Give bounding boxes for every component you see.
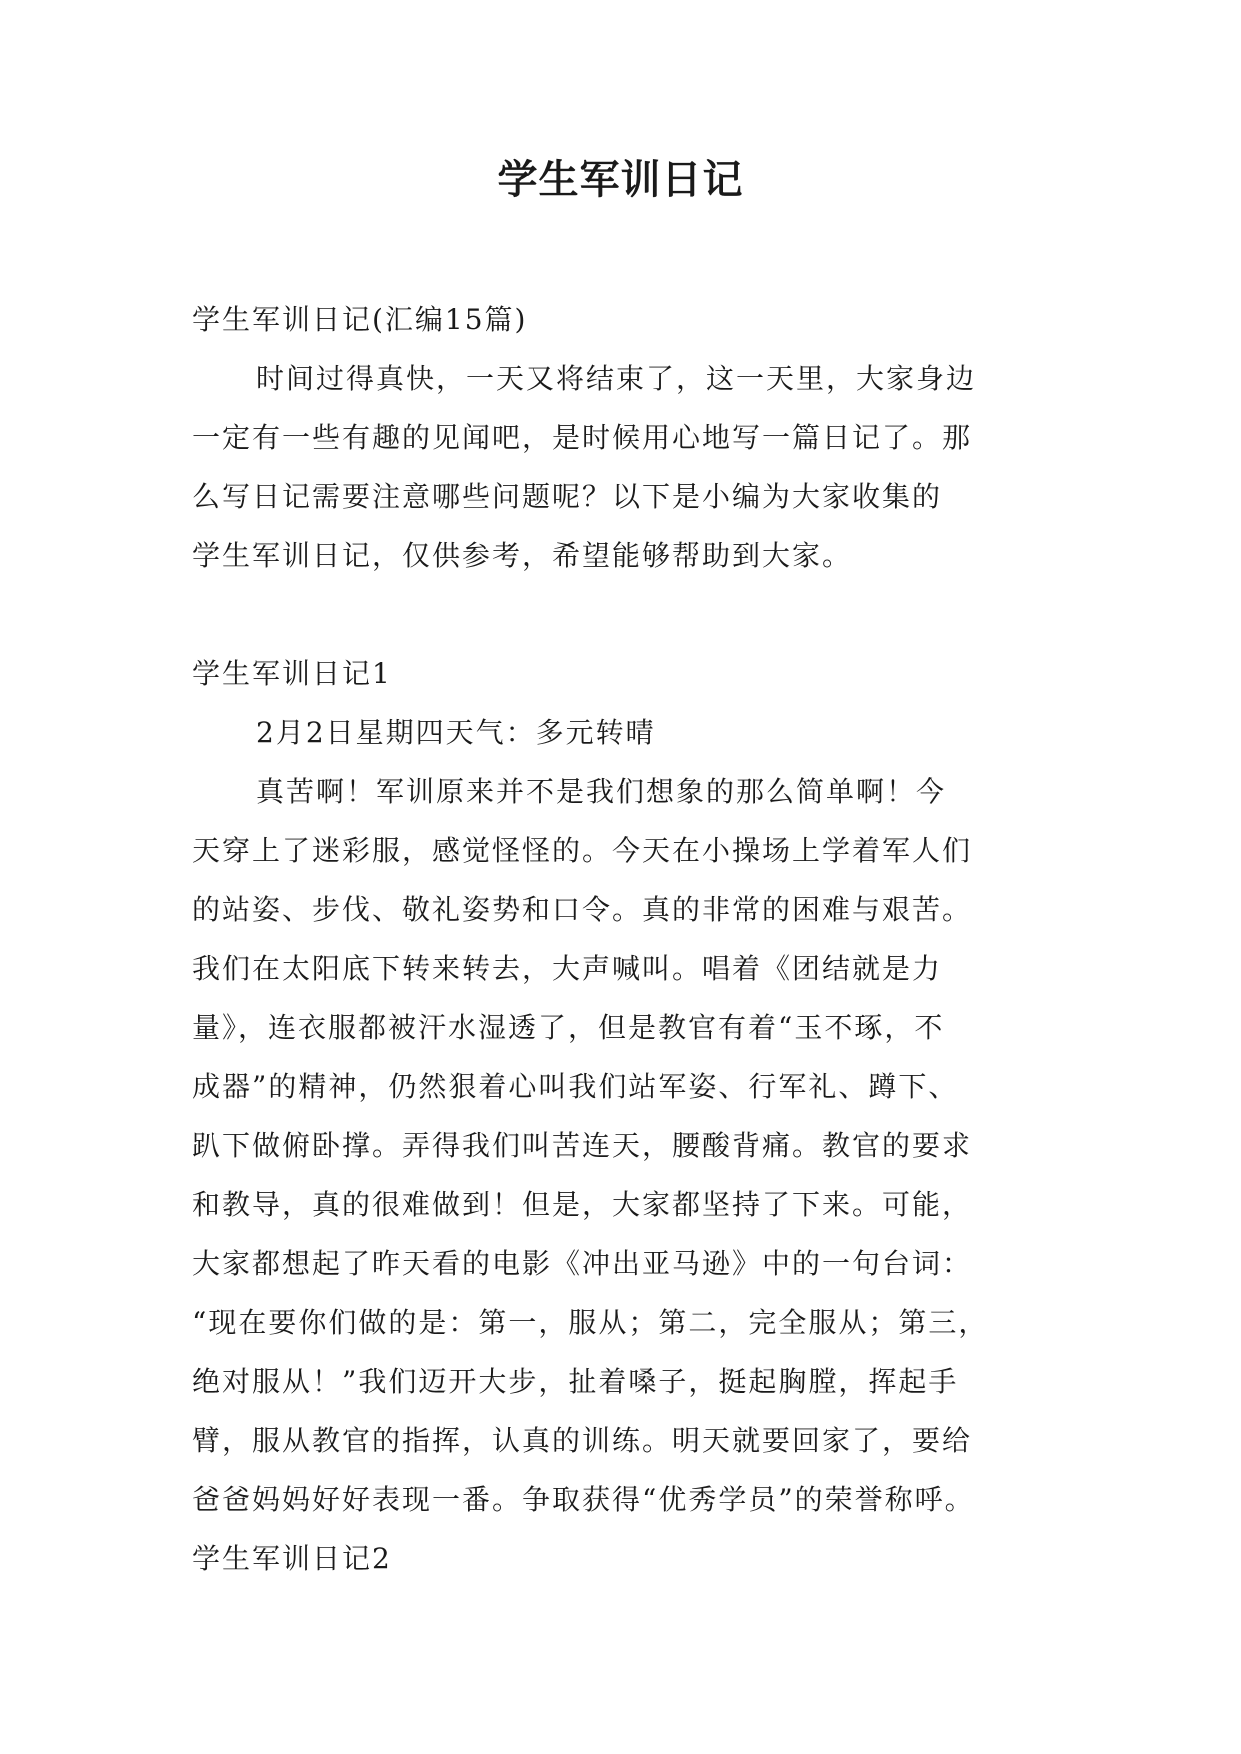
entry-line: “现在要你们做的是：第一，服从；第二，完全服从；第三，: [192, 1306, 989, 1339]
intro-line: 么写日记需要注意哪些问题呢？以下是小编为大家收集的: [192, 480, 943, 513]
intro-line: 学生军训日记，仅供参考，希望能够帮助到大家。: [192, 539, 853, 572]
entry-line: 臂，服从教官的指挥，认真的训练。明天就要回家了，要给: [192, 1424, 973, 1457]
document-subtitle: 学生军训日记(汇编15篇): [192, 303, 528, 336]
entry-line: 大家都想起了昨天看的电影《冲出亚马逊》中的一句台词：: [192, 1247, 973, 1280]
entry-line: 趴下做俯卧撑。弄得我们叫苦连天，腰酸背痛。教官的要求: [192, 1129, 973, 1162]
entry-line: 真苦啊！军训原来并不是我们想象的那么简单啊！今: [256, 775, 947, 808]
paragraph-gap: [192, 585, 1072, 644]
entry-date-line: 2月2日星期四天气：多元转晴: [256, 716, 656, 749]
entry-line: 的站姿、步伐、敬礼姿势和口令。真的非常的困难与艰苦。: [192, 893, 973, 926]
document-title: 学生军训日记: [497, 157, 744, 203]
entry-heading-1: 学生军训日记1: [192, 657, 392, 690]
entry-heading-2: 学生军训日记2: [192, 1542, 392, 1575]
entry-line: 我们在太阳底下转来转去，大声喊叫。唱着《团结就是力: [192, 952, 943, 985]
entry-line: 成器”的精神，仍然狠着心叫我们站军姿、行军礼、蹲下、: [192, 1070, 959, 1103]
intro-line: 一定有一些有趣的见闻吧，是时候用心地写一篇日记了。那: [192, 421, 973, 454]
entry-line: 爸爸妈妈好好表现一番。争取获得“优秀学员”的荣誉称呼。: [192, 1483, 975, 1516]
entry-line: 绝对服从！”我们迈开大步，扯着嗓子，挺起胸膛，挥起手: [192, 1365, 959, 1398]
entry-line: 量》，连衣服都被汗水湿透了，但是教官有着“玉不琢，不: [192, 1011, 945, 1044]
intro-line: 时间过得真快，一天又将结束了，这一天里，大家身边: [256, 362, 977, 395]
entry-line: 天穿上了迷彩服，感觉怪怪的。今天在小操场上学着军人们: [192, 834, 973, 867]
entry-line: 和教导，真的很难做到！但是，大家都坚持了下来。可能，: [192, 1188, 973, 1221]
document-body: [192, 290, 1072, 1588]
